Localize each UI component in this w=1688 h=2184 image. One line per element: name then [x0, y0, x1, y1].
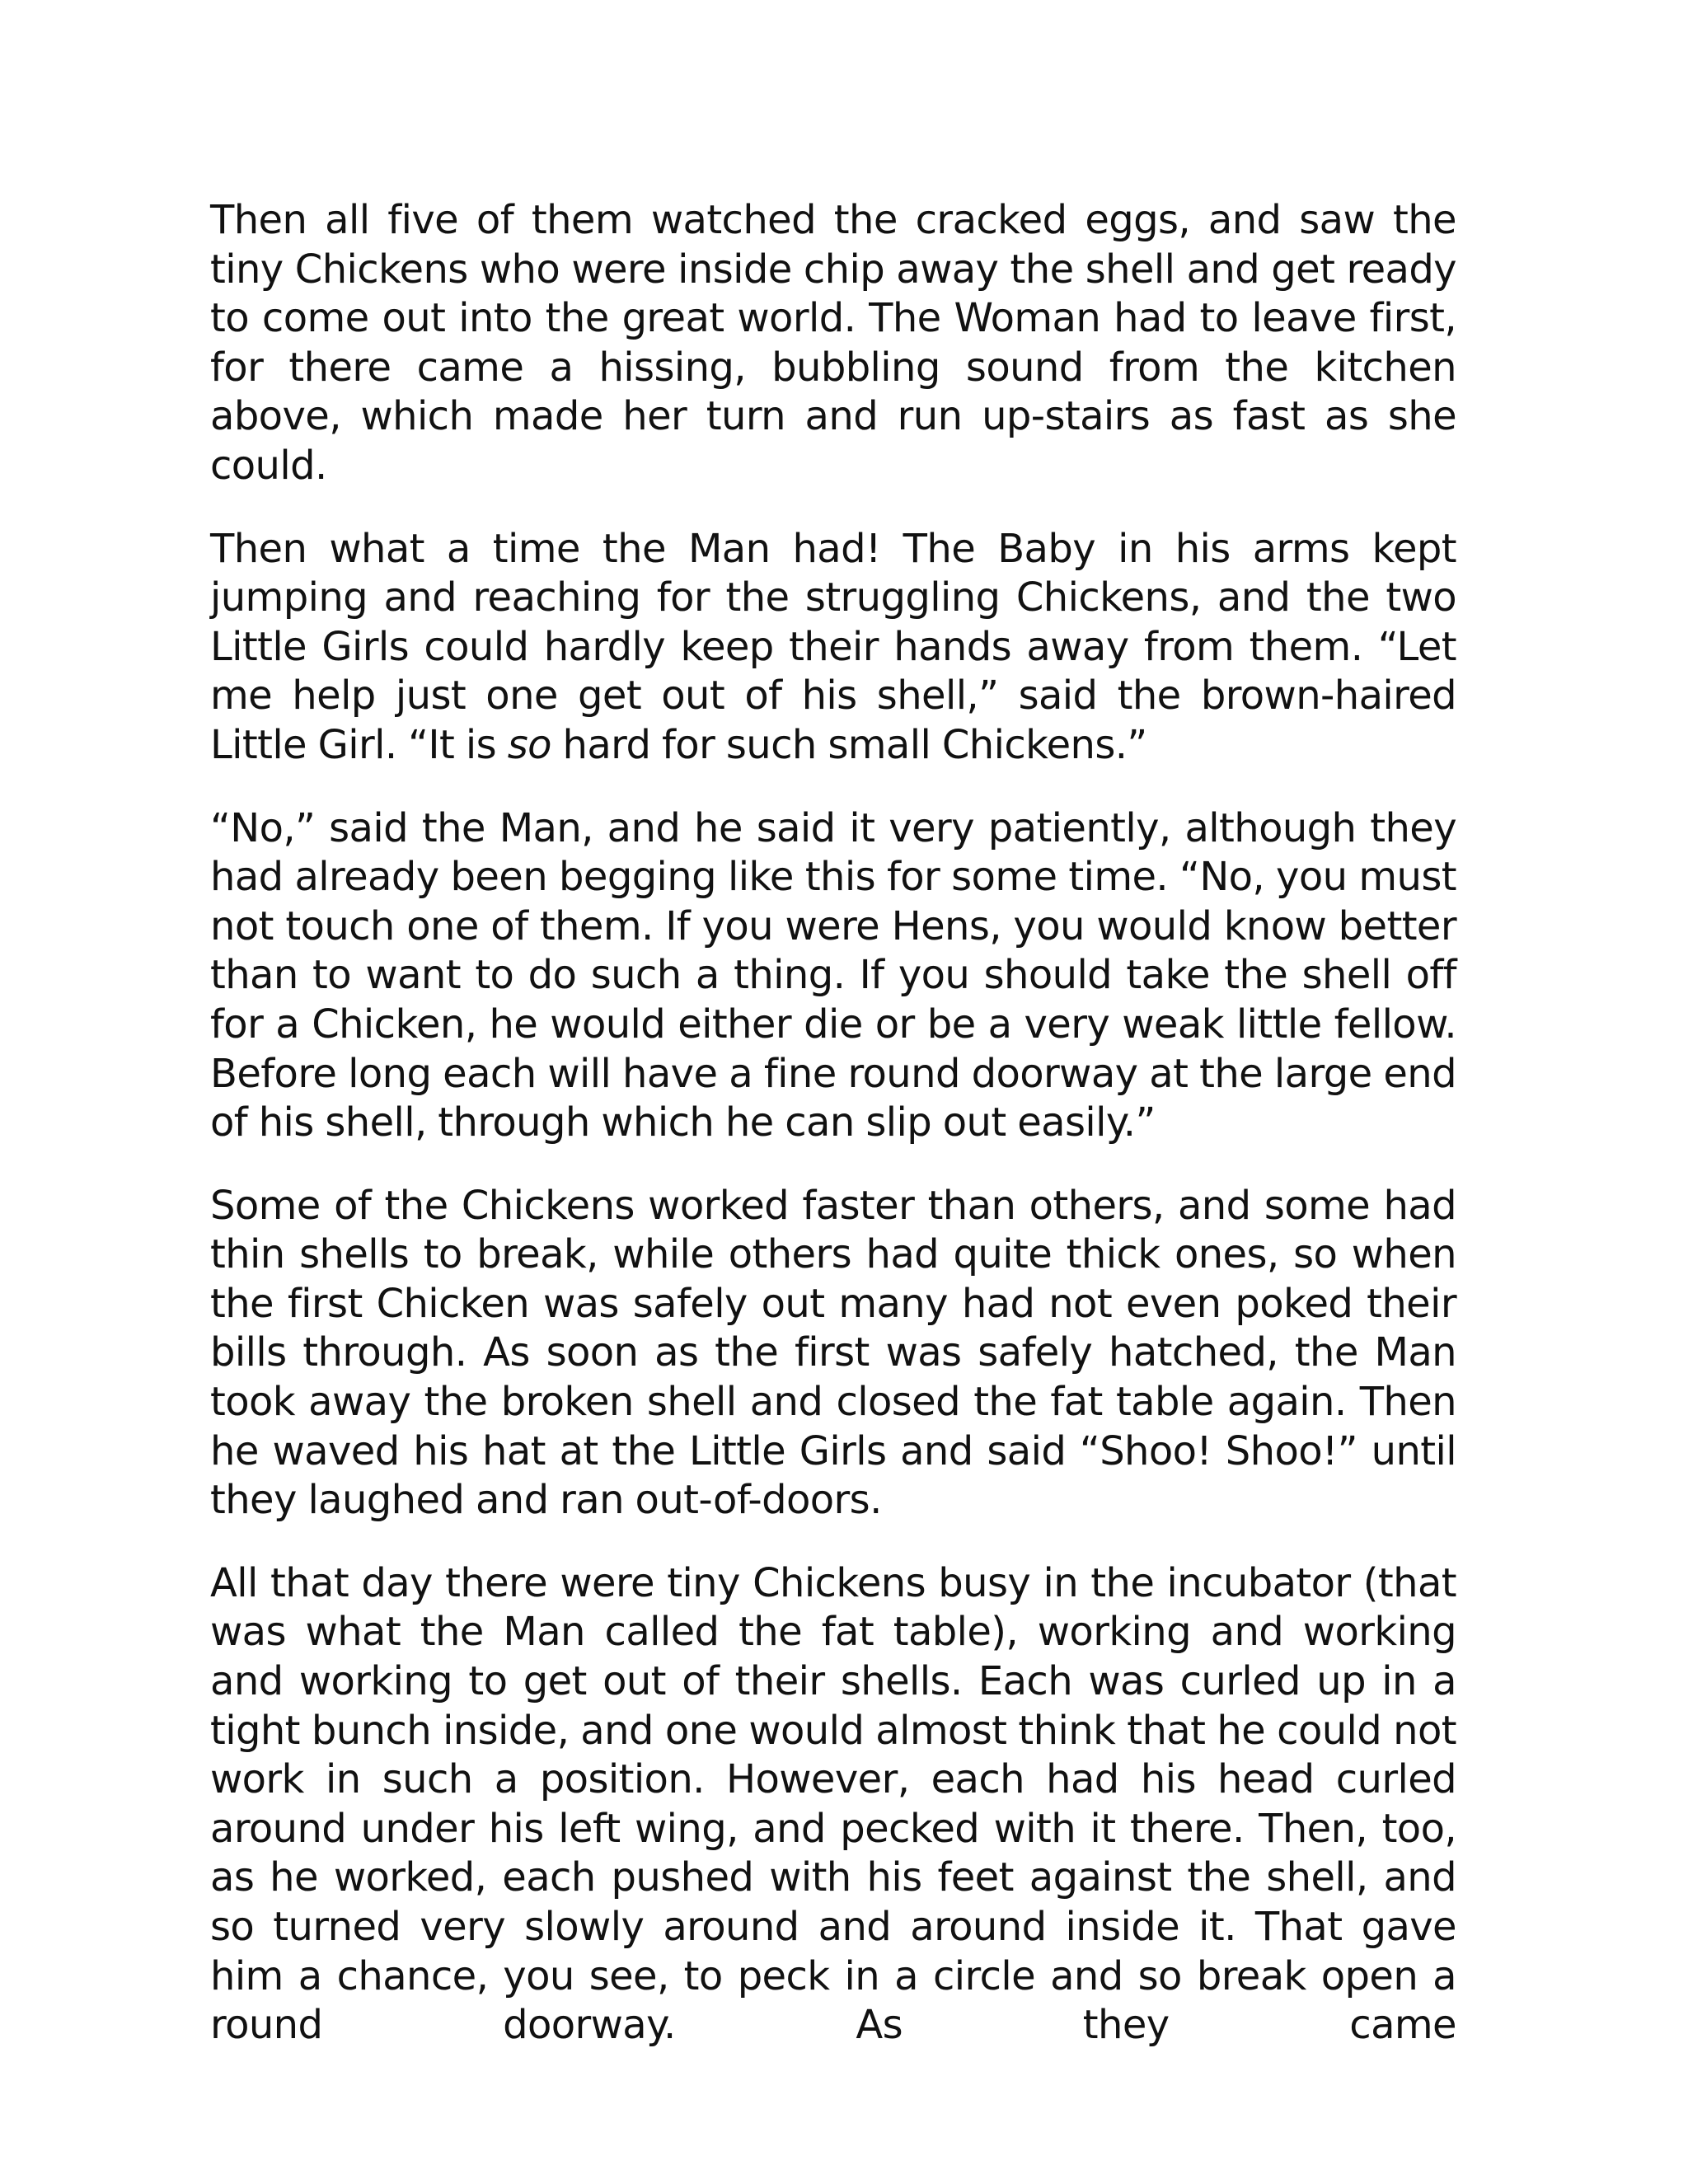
book-page — [210, 196, 1456, 2050]
paragraph-5 — [210, 1559, 1456, 2050]
paragraph-1-text: Then all five of them watched the cracked eggs, and saw the tiny Chickens who were inside chip away the shell and get ready to come out into the great world. The Woman had to leave first, for there came a hissing, bubbling sound from the kitchen above, which made her turn and run up-stairs as fast as she could. — [210, 197, 1456, 489]
paragraph-2-text-after: hard for such small Chickens.” — [562, 721, 1147, 768]
paragraph-1 — [210, 196, 1456, 491]
paragraph-2-emphasis: so — [507, 721, 551, 768]
paragraph-5-text: All that day there were tiny Chickens busy in the incubator (that was what the Man called the fat table), working and working and working to get out of their shells. Each was curled up in a tight bunch inside, and one would almost think that he could not work in such a position. However, each had his head curled around under his left wing, and pecked with it there. Then, too, as he worked, each pushed with his feet against the shell, and so turned very slowly around and around inside it. That gave him a chance, you see, to peck in a circle and so break open a round doorway. As they came — [210, 1559, 1456, 2049]
paragraph-3 — [210, 804, 1456, 1148]
paragraph-4 — [210, 1182, 1456, 1526]
paragraph-2-text-before: Then what a time the Man had! The Baby in his arms kept jumping and reaching for the struggling Chickens, and the two Little Girls could hardly keep their hands away from them. “Let me help just one get out of his shell,” said the brown-haired Little Girl. “It is — [210, 525, 1456, 768]
paragraph-4-text: Some of the Chickens worked faster than others, and some had thin shells to break, while others had quite thick ones, so when the first Chicken was safely out many had not even poked their bills through. As soon as the first was safely hatched, the Man took away the broken shell and closed the fat table again. Then he waved his hat at the Little Girls and said “Shoo! Shoo!” until they laughed and ran out-of-doors. — [210, 1182, 1456, 1524]
paragraph-3-text: “No,” said the Man, and he said it very patiently, although they had already been begging like this for some time. “No, you must not touch one of them. If you were Hens, you would know better than to want to do such a thing. If you should take the shell off for a Chicken, he would either die or be a very weak little fellow. Before long each will have a fine round doorway at the large end of his shell, through which he can slip out easily.” — [210, 804, 1456, 1146]
paragraph-2 — [210, 525, 1456, 771]
